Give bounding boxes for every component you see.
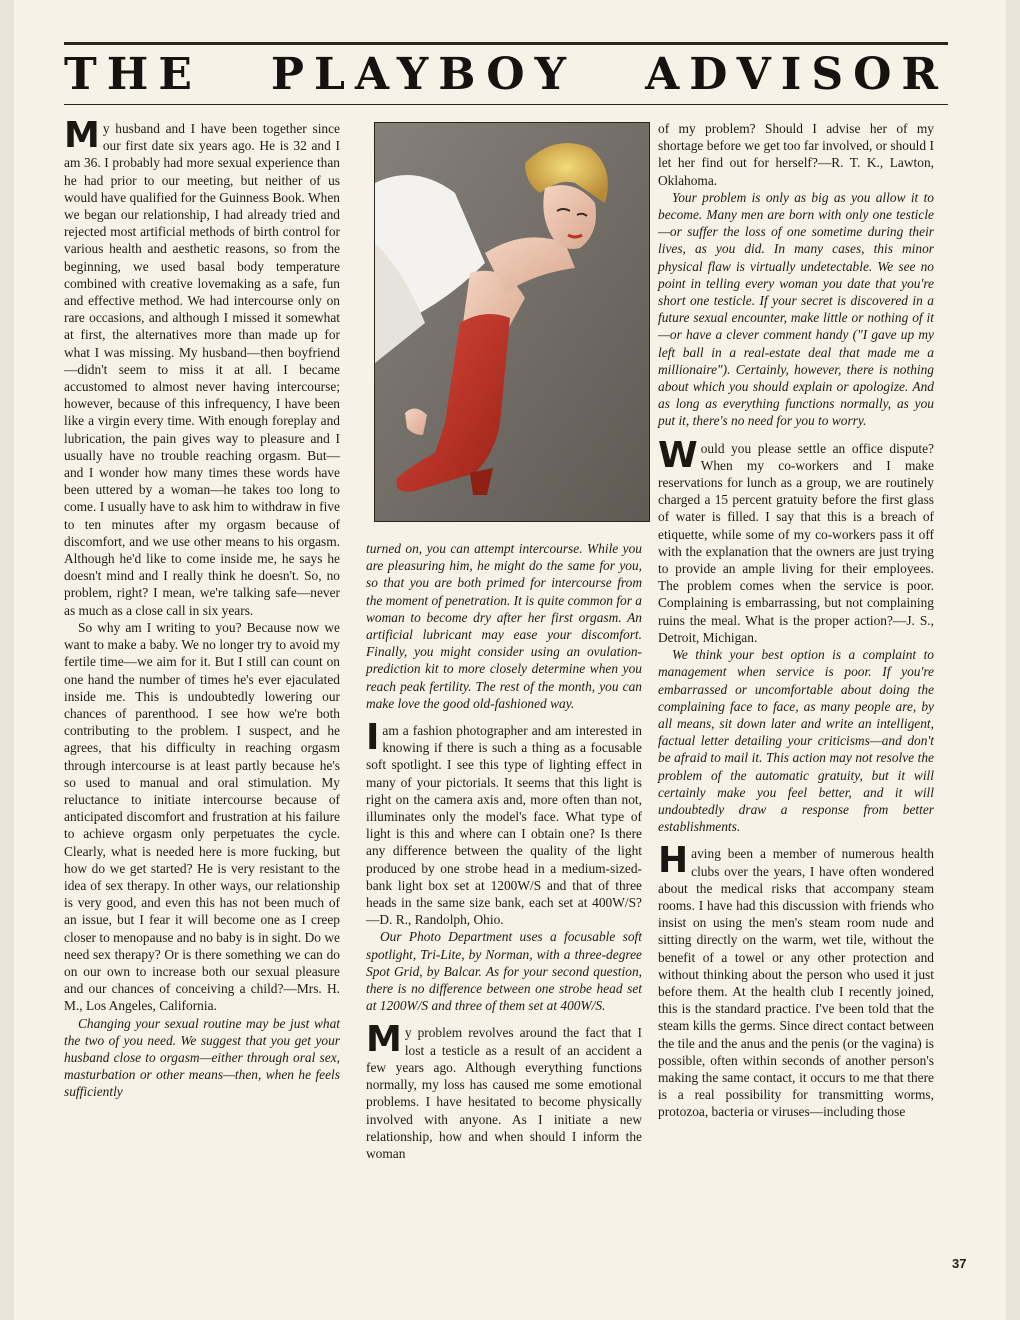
woman-in-red-boot-photo <box>374 122 650 522</box>
letter-3-question-continued: of my problem? Should I advise her of my shortage before we get too far involved, or should I let her find out for herself?—R. T. K., Lawton, Oklahoma. <box>658 121 934 188</box>
drop-cap: W <box>658 434 698 476</box>
letter-4-answer: We think your best option is a complaint to management when service is poor. If you're embarrassed or uncomfortable about doing the complaining face to face, as many people are, by all means, sit down later and write an intelligent, factual letter detailing your criticisms—and don't be afraid to mail it. This action may not resolve the problem of the automatic gratuity, but it will certainly make you feel better, and it will undoubtedly draw a response from better establishments. <box>658 647 934 835</box>
column-1 <box>64 115 340 1101</box>
letter-1-question <box>64 115 340 619</box>
letter-1-answer-continued: turned on, you can attempt intercourse. While you are pleasuring him, he might do the same for you, so that you are both primed for intercourse from the moment of penetration. It is quite common for a woman to become dry after her first orgasm. An artificial lubricant may ease your discomfort. Finally, you might consider using an ovulation-prediction kit to more closely determine when you reach peak fertility. The rest of the month, you can make love the good old-fashioned way. <box>366 541 642 711</box>
letter-3-text: y problem revolves around the fact that I lost a testicle as a result of an accident a few years ago. Although everything functions normally, my loss has caused me some emotional problems. I have hesitated to become physically involved with anyone. As I initiate a new relationship, how and when should I inform the woman <box>366 1025 642 1161</box>
letter-3-question <box>366 1019 642 1162</box>
drop-cap: M <box>366 1019 402 1061</box>
page-title: THE PLAYBOY ADVISOR <box>64 49 948 100</box>
letter-2-question <box>366 717 642 928</box>
photo-illustration-icon <box>375 123 649 521</box>
column-3 <box>658 120 934 1121</box>
page-number: 37 <box>952 1256 967 1271</box>
letter-1-paragraph-2: So why am I writing to you? Because now we want to make a baby. We no longer try to avoid my fertile time—we aim for it. But I still can count on one hand the number of times he's ever ejaculated inside me. This is undoubtedly lowering our chances of parenthood. I see how we're both contributing to the problem. I suspect, and he agrees, that his difficulty in reaching orgasm through intercourse is at least partly because he's so used to manual and oral stimulation. My reluctance to initiate intercourse because of anticipated discomfort and frustration at his failure to achieve orgasm only perpetuates the cycle. Clearly, what is needed here is more fucking, but how do we get started? He is very resistant to the idea of sex therapy. In other ways, our relationship is very good, and even this has not been much of an issue, but I fear it will become one as I creep closer to menopause and no baby is in sight. Do we need sex therapy? Or is there something we can do on our own to increase both our sexual pleasure and our chances of conceiving a child?—Mrs. H. M., Los Angeles, California. <box>64 619 340 1014</box>
letter-5-question <box>658 840 934 1120</box>
letter-2-answer: Our Photo Department uses a focusable soft spotlight, Tri-Lite, by Norman, with a three-degree Spot Grid, by Balcar. As for your second question, there is no difference between one strobe head set at 1200W/S and three of them set at 400W/S. <box>366 929 642 1014</box>
drop-cap: M <box>64 115 100 156</box>
drop-cap: I <box>366 717 380 759</box>
letter-4-question <box>658 434 934 646</box>
title-bottom-rule <box>64 104 948 105</box>
letter-4-text: ould you please settle an office dispute? When my co-workers and I make reservations for lunch as a group, we are routinely charged a 15 percent gratuity before the first glass of water is filled. I say that this is a breach of etiquette, while some of my co-workers pass it off with the explanation that the owners are just trying to provide an ample living for their employees. The problem comes when the service is poor. Complaining is embarrassing, but not complaining ruins the meal. What is the proper action?—J. S., Detroit, Michigan. <box>658 440 934 645</box>
magazine-page <box>14 0 1006 1320</box>
title-top-rule <box>64 42 948 45</box>
letter-2-text: am a fashion photographer and am interested in knowing if there is such a thing as a focusable soft spotlight. I see this type of lighting effect in many of your pictorials. It seems that this light is right on the camera axis and, more often than not, illuminates only the model's face. What type of light is this and where can I obtain one? Is there any difference between the quality of the light produced by one strobe head in a medium-sized-bank light box set at 1200W/S and that of three heads in the same size bank, each set at 400W/S?—D. R., Randolph, Ohio. <box>366 723 642 928</box>
column-2 <box>366 540 642 1162</box>
letter-3-answer: Your problem is only as big as you allow it to become. Many men are born with only one testicle—or suffer the loss of one sometime during their lives, as you did. In many cases, this minor physical flaw is virtually undetectable. We see no point in telling every woman you date that you're short one testicle. If your secret is discovered in a future sexual encounter, make little or nothing of it—or have a clever comment handy ("I gave up my left ball in a real-estate deal that made me a millionaire"). Certainly, however, there is nothing about which you should explain or apologize. And as long as everything functions normally, as you put it, there's no need for you to worry. <box>658 189 934 429</box>
letter-5-text: aving been a member of numerous health clubs over the years, I have often wondered about the medical risks that accompany steam rooms. I have had this discussion with friends who insist on using the men's steam room nude and sitting directly on the warm, wet tile, without the benefit of a towel or any other protection and without thinking about the person who used it just before them. At the health club I recently joined, this is the standard practice. I've been told that the steam kills the germs. Since direct contact between the tile and the anus and the penis (or the vagina) is possible, often within seconds of another person's making the same contact, it occurs to me that there is a real possibility for transmitting worms, protozoa, bacteria or viruses—including those <box>658 846 934 1120</box>
letter-1-answer: Changing your sexual routine may be just what the two of you need. We suggest that you get your husband close to orgasm—either through oral sex, masturbation or other means—then, when he feels sufficiently <box>64 1015 340 1100</box>
letter-1-text: y husband and I have been together since our first date six years ago. He is 32 and I am 36. I probably had more sexual experience than he had prior to our meeting, but neither of us would have qualified for the Guinness Book. When we began our relationship, I had already tried and rejected most artificial methods of birth control for various health and aesthetic reasons, so from the beginning, we used basal body temperature combined with creative lovemaking as a safe, fun and effective method. We had intercourse only on rare occasions, and although I missed it somewhat at first, the alternatives more than made up for what I was missing. My husband—then boyfriend—didn't seem to miss it at all. I became accustomed to almost never having intercourse; however, because of this infrequency, I have been like a virgin every time. With enough foreplay and lubrication, the pain gives way to pleasure and I usually have no trouble reaching orgasm. But—and I wonder how many times these words have been uttered by a woman—he takes too long to come. I usually have to ask him to withdraw in five to ten minutes after my orgasm because of discomfort, and we use other means to his orgasm. Although he'd like to come inside me, he says he doesn't mind and I really think he doesn't. So, no problem, right? I mean, we're talking safe—never as much as a close call in six years. <box>64 121 340 618</box>
drop-cap: H <box>658 840 689 882</box>
